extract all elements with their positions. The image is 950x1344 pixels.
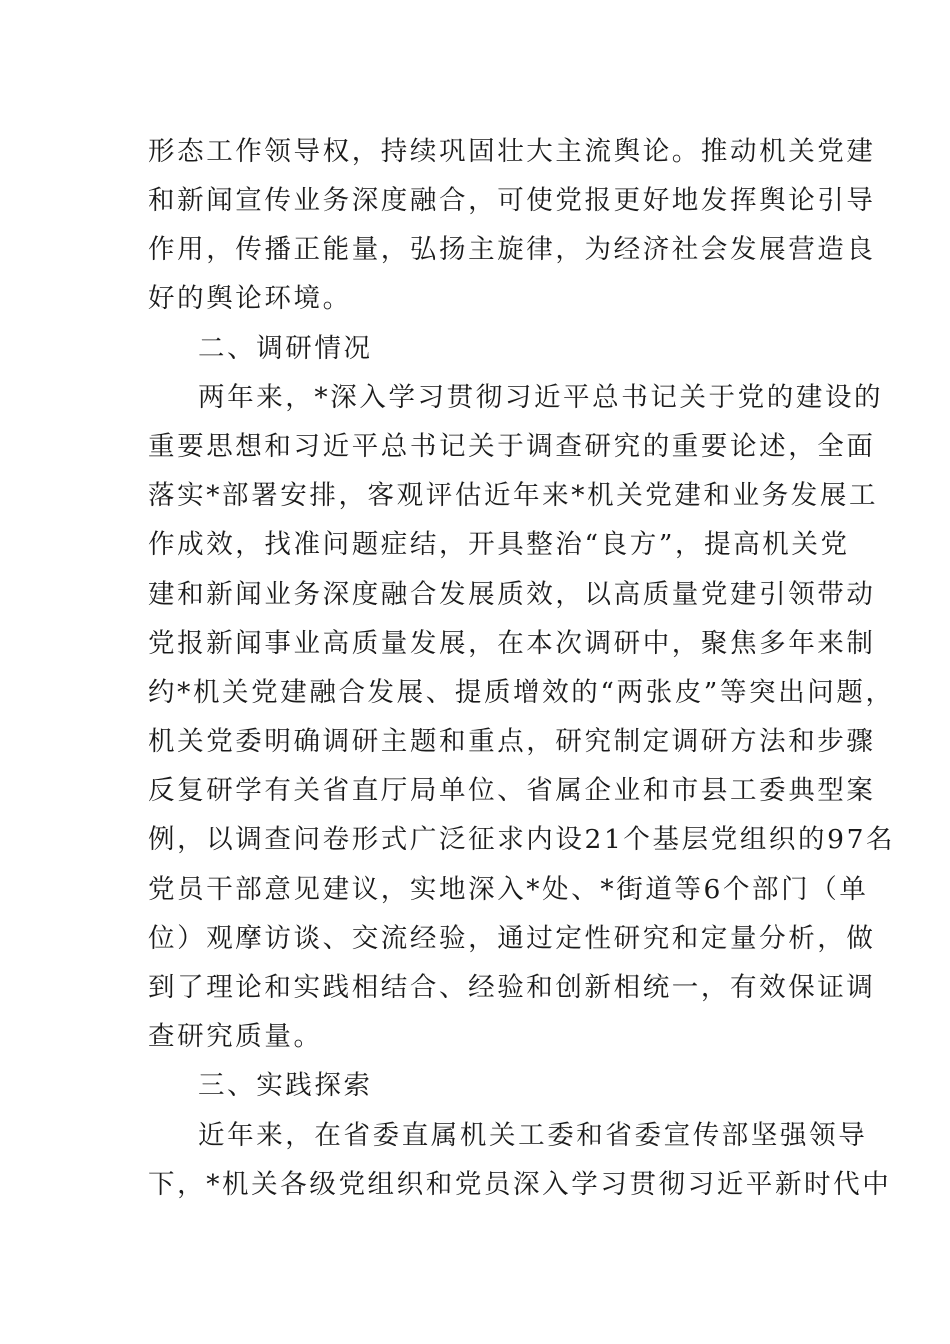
body-text-line: 好的舆论环境。	[148, 283, 352, 314]
body-text-line: 形态工作领导权，持续巩固壮大主流舆论。推动机关党建	[148, 136, 876, 167]
section-heading: 二、调研情况	[198, 333, 373, 364]
body-text-line: 作成效，找准问题症结，开具整治“良方”，提高机关党	[148, 529, 850, 560]
body-text-line: 约*机关党建融合发展、提质增效的“两张皮”等突出问题，	[148, 677, 895, 708]
body-text-line: 查研究质量。	[148, 1021, 323, 1052]
body-text-line: 近年来，在省委直属机关工委和省委宣传部坚强领导	[198, 1120, 868, 1151]
body-text-line: 和新闻宣传业务深度融合，可使党报更好地发挥舆论引导	[148, 185, 876, 216]
body-text-line: 建和新闻业务深度融合发展质效，以高质量党建引领带动	[148, 579, 876, 610]
body-text-line: 位）观摩访谈、交流经验，通过定性研究和定量分析，做	[148, 923, 876, 954]
body-text-line: 两年来，*深入学习贯彻习近平总书记关于党的建设的	[198, 382, 884, 413]
body-text-line: 落实*部署安排，客观评估近年来*机关党建和业务发展工	[148, 480, 879, 511]
body-text-line: 反复研学有关省直厅局单位、省属企业和市县工委典型案	[148, 775, 876, 806]
body-text-line: 到了理论和实践相结合、经验和创新相统一，有效保证调	[148, 972, 876, 1003]
section-heading: 三、实践探索	[198, 1070, 373, 1101]
body-text-line: 党报新闻事业高质量发展，在本次调研中，聚焦多年来制	[148, 628, 876, 659]
body-text-line: 党员干部意见建议，实地深入*处、*街道等6个部门（单	[148, 874, 869, 905]
body-text-line: 下，*机关各级党组织和党员深入学习贯彻习近平新时代中	[148, 1169, 892, 1200]
body-text-line: 机关党委明确调研主题和重点，研究制定调研方法和步骤	[148, 726, 876, 757]
body-text-line: 作用，传播正能量，弘扬主旋律，为经济社会发展营造良	[148, 234, 876, 265]
body-text-line: 重要思想和习近平总书记关于调查研究的重要论述，全面	[148, 431, 876, 462]
body-text-line: 例，以调查问卷形式广泛征求内设21个基层党组织的97名	[148, 824, 896, 855]
